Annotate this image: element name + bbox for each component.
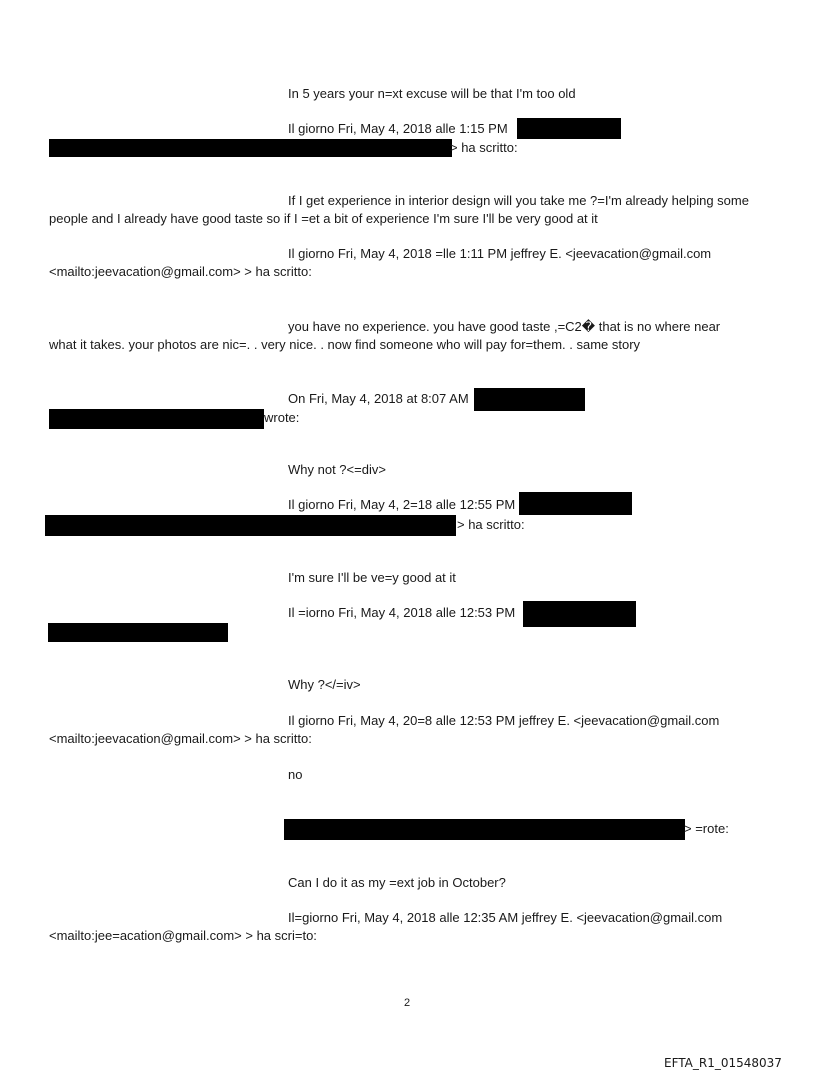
email-line: Il giorno Fri, May 4, 20=8 alle 12:53 PM jeffrey E. <jeevacation@gmail.com <box>288 713 720 728</box>
email-line: Il giorno Fri, May 4, 2018 =lle 1:11 PM jeffrey E. <jeevacation@gmail.com <box>288 246 712 261</box>
page-number: 2 <box>404 997 411 1009</box>
redaction-bar <box>284 819 685 840</box>
email-line: wrote: <box>264 410 300 425</box>
redaction-bar <box>523 601 636 627</box>
email-line: I'm sure I'll be ve=y good at it <box>288 570 456 585</box>
email-line: <mailto:jee=acation@gmail.com> > ha scri=to: <box>49 928 317 943</box>
email-line: Il giorno Fri, May 4, 2=18 alle 12:55 PM <box>288 497 516 512</box>
email-line: If I get experience in interior design will you take me ?=I'm already helping some <box>288 193 749 208</box>
email-line: <mailto:jeevacation@gmail.com> > ha scritto: <box>49 264 312 279</box>
email-line: > =rote: <box>684 821 729 836</box>
email-line: Il =iorno Fri, May 4, 2018 alle 12:53 PM <box>288 605 516 620</box>
redaction-bar <box>519 492 632 515</box>
email-line: people and I already have good taste so if I =et a bit of experience I'm sure I'll be very good at it <box>49 211 598 226</box>
email-line: > ha scritto: <box>457 517 525 532</box>
email-line: In 5 years your n=xt excuse will be that I'm too old <box>288 86 576 101</box>
redaction-bar <box>49 139 452 157</box>
redaction-bar <box>49 409 264 429</box>
email-line: > ha scritto: <box>450 140 518 155</box>
redaction-bar <box>517 118 621 139</box>
document-id: EFTA_R1_01548037 <box>664 1056 782 1070</box>
email-line: Can I do it as my =ext job in October? <box>288 875 506 890</box>
email-line: what it takes. your photos are nic=. . very nice. . now find someone who will pay for=them. . same story <box>49 337 641 352</box>
email-line: Why not ?<=div> <box>288 462 386 477</box>
email-line: Why ?</=iv> <box>288 677 361 692</box>
email-line: Il giorno Fri, May 4, 2018 alle 1:15 PM <box>288 121 508 136</box>
redaction-bar <box>48 623 228 642</box>
email-line: you have no experience. you have good taste ,=C2� that is no where near <box>288 319 721 334</box>
email-line: Il=giorno Fri, May 4, 2018 alle 12:35 AM jeffrey E. <jeevacation@gmail.com <box>288 910 723 925</box>
redaction-bar <box>45 515 456 536</box>
redaction-bar <box>474 388 585 411</box>
email-line: <mailto:jeevacation@gmail.com> > ha scritto: <box>49 731 312 746</box>
email-line: no <box>288 767 303 782</box>
email-line: On Fri, May 4, 2018 at 8:07 AM <box>288 391 469 406</box>
